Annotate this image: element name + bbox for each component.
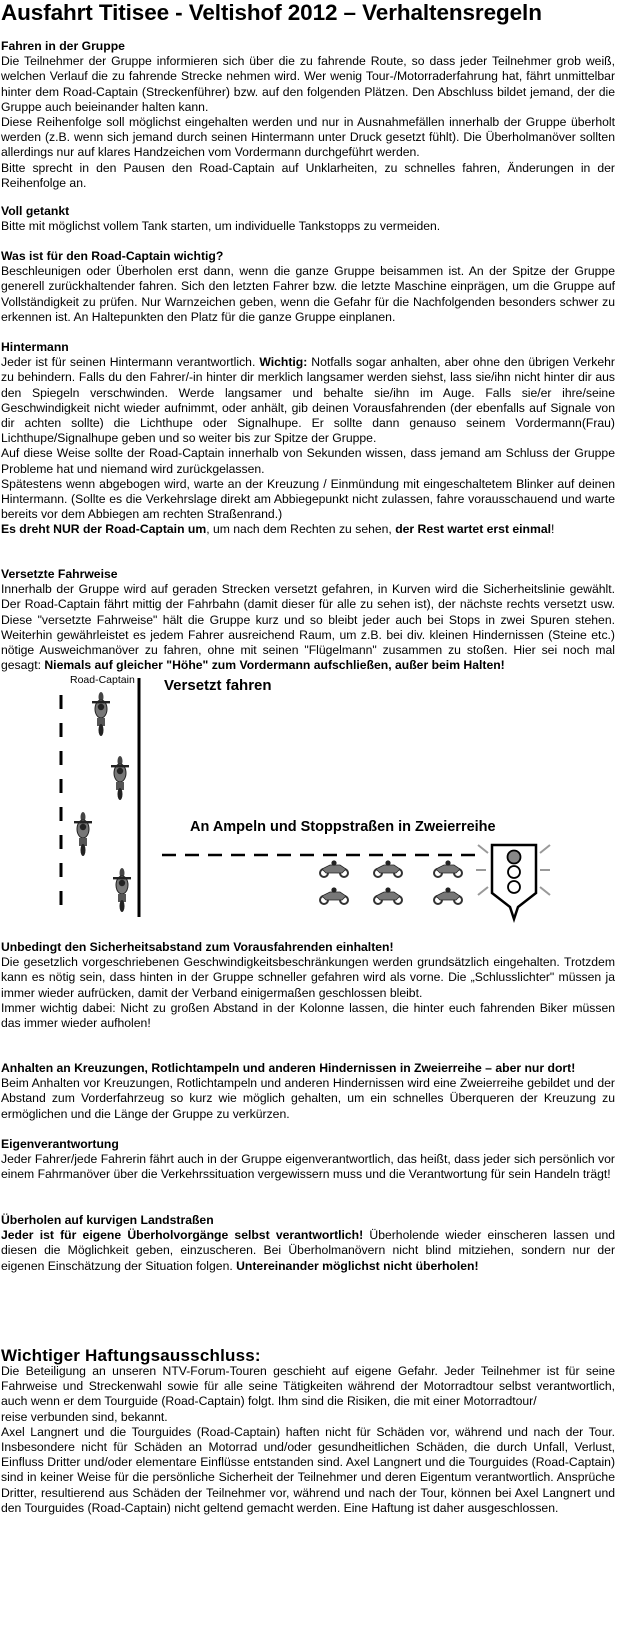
paragraph: Bitte sprecht in den Pausen den Road-Captain auf Unklarheiten, zu schnelles fahren, Änderungen in der Reihenfolge an. [1, 160, 615, 190]
versetzt-label: Versetzt fahren [164, 677, 272, 694]
paragraph: Beschleunigen oder Überholen erst dann, wenn die ganze Gruppe beisammen ist. An der Spitze der Gruppe generell zurückhaltender fahren. Sich den letzten Fahrer bzw. die letzte Maschine einprägen, um die Gruppe auf Vollständigkeit zu prüfen. Nur Warnzeichen geben, wenn die Gefahr für die Nachfolgenden besonders schwer zu erkennen ist. An Haltepunkten den Platz für die ganze Gruppe einplanen. [1, 264, 615, 324]
section-heading: Fahren in der Gruppe [1, 39, 125, 53]
paragraph: Die gesetzlich vorgeschriebenen Geschwindigkeitsbeschränkungen werden grundsätzlich eingehalten. Trotzdem kann es nötig sein, dass hinten in der Gruppe schneller gefahren wird als vorne. Die „Schlusslichter" müssen ja immer wieder aufrücken, damit der Verband einigermaßen geschlossen bleibt. [1, 955, 615, 1000]
paragraph: Auf diese Weise sollte der Road-Captain innerhalb von Sekunden wissen, dass jemand am Schluss der Gruppe Probleme hat und niemand wird zurückgelassen. [1, 446, 615, 476]
section-heading: Hintermann [1, 340, 69, 354]
text-run: , um nach dem Rechten zu sehen, [206, 522, 396, 537]
section-eigen [1, 1137, 615, 1183]
section-ueberholen [1, 1213, 615, 1274]
section-anhalten [1, 1061, 615, 1122]
paragraph [1, 1228, 615, 1274]
motorcycle-icon [374, 887, 402, 904]
section-abstand [1, 940, 615, 1031]
motorcycle-icon [320, 887, 348, 904]
section-gruppe [1, 39, 615, 191]
section-heading: Anhalten an Kreuzungen, Rotlichtampeln und anderen Hindernissen in Zweierreihe – aber nur dort! [1, 1061, 576, 1075]
section-heading: Unbedingt den Sicherheitsabstand zum Vorausfahrenden einhalten! [1, 940, 394, 954]
disclaimer-heading: Wichtiger Haftungsausschluss: [1, 1346, 261, 1365]
section-versetzt [1, 567, 615, 673]
paragraph: Axel Langnert und die Tourguides (Road-Captain) haften nicht für Schäden vor, während und nach der Tour. Insbesondere nicht für Schäden an Motorrad und/oder gesundheitlichen Schäden, die durch Unfall, Verlust, Einfluss Dritter und/oder elementare Einflüsse entstanden sind. Axel Langnert und die Tourguides (Road-Captain) sind in keiner Weise für die persönliche Sicherheit der Teilnehmer und deren Eigentum verantwortlich. Ansprüche Dritter, resultierend aus Schäden der Teilnehmer vor, während und nach der Tour, können bei Axel Langnert und den Tourguides (Road-Captain) nicht geltend gemacht werden. Eine Haftung ist daher ausgeschlossen. [1, 1424, 615, 1515]
text-run-bold: Niemals auf gleicher "Höhe" zum Vordermann aufschließen, außer beim Halten! [44, 658, 505, 673]
motorcycle-icon [74, 812, 92, 856]
section-heading: Voll getankt [1, 204, 70, 218]
section-tank [1, 204, 615, 234]
section-heading: Eigenverantwortung [1, 1137, 119, 1151]
paragraph: Beim Anhalten vor Kreuzungen, Rotlichtampeln und anderen Hindernissen wird eine Zweierreihe gebildet und der Abstand zum Vorderfahrzeug so kurz wie möglich gehalten, um ein schnelles Überqueren der Kreuzung zu ermöglichen und die Länge der Gruppe zu verkürzen. [1, 1076, 615, 1121]
paragraph: Diese Reihenfolge soll möglichst eingehalten werden und nur in Ausnahmefällen innerhalb der Gruppe überholt werden (z.B. wenn sich jemand durch seinen Hintermann unter Druck gesetzt fühlt). Die Überholmanöver sollten allerdings nur auf klares Handzeichen vom Vordermann durchgeführt werden. [1, 115, 615, 160]
section-heading: Was ist für den Road-Captain wichtig? [1, 249, 224, 263]
motorcycle-icon [320, 860, 348, 877]
section-captain [1, 249, 615, 325]
motorcycle-icon [113, 868, 131, 912]
section-heading: Versetzte Fahrweise [1, 567, 118, 581]
page-title: Ausfahrt Titisee - Veltishof 2012 – Verhaltensregeln [1, 0, 542, 25]
paragraph: Die Beteiligung an unseren NTV-Forum-Touren geschieht auf eigene Gefahr. Jeder Teilnehmer ist für seine Fahrweise und Streckenwahl sowie für alle seine Tätigkeiten während der Motorradtour selbst verantwortlich, auch wenn er dem Tourguide (Road-Captain) folgt. Ihm sind die Risiken, die mit einer Motorradtour/ [1, 1364, 615, 1409]
paragraph: Immer wichtig dabei: Nicht zu großen Abstand in der Kolonne lassen, die hinter euch fahrenden Biker müssen das immer wieder aufholen! [1, 1000, 615, 1031]
paragraph: Spätestens wenn abgebogen wird, warte an der Kreuzung / Einmündung mit eingeschaltetem Blinker auf deinen Hintermann. (Sollte es die Verkehrslage direkt am Abbiegepunkt nicht zulassen, fahre vorausschauend und warte bereits vor dem Abbiegen am rechten Straßenrand.) [1, 476, 615, 522]
paragraph [1, 522, 615, 537]
motorcycle-icon [111, 756, 129, 800]
text-run: Jeder ist für seinen Hintermann verantwortlich. [1, 355, 260, 370]
formation-diagram [0, 675, 624, 955]
text-run-bold: der Rest wartet erst einmal [395, 522, 551, 537]
text-run-bold: Wichtig: [259, 355, 308, 370]
road-captain-label: Road-Captain [70, 675, 135, 686]
paragraph: Die Teilnehmer der Gruppe informieren sich über die zu fahrende Route, so dass jeder Teilnehmer grob weiß, welchen Verlauf die zu fahrende Strecke nehmen wird. Wer wenig Tour-/Motorraderfahrung hat, fährt unmittelbar hinter dem Road-Captain (Streckenführer) bzw. auf den folgenden Plätzen. Den Abschluss bildet jemand, der die Gruppe auch beieinander halten kann. [1, 54, 615, 114]
text-run: Innerhalb der Gruppe wird auf geraden Strecken versetzt gefahren, in Kurven wird die Sicherheitslinie gewählt. Der Road-Captain fährt mittig der Fahrbahn (damit dieser für alle zu sehen ist), der nächste rechts versetzt usw. Diese "versetzte Fahrweise" hält die Gruppe kurz und so bleibt jeder auch bei Stops in zwei Spuren stehen. Weiterhin gewährleistet es jedem Fahrer ausreichend Raum, um z.B. bei div. kleinen Hindernissen (Steine etc.) nötige Ausweichmanöver zu fahren, ohne mit seinen "Flügelmann" zusammen zu stoßen. Hier sei noch mal gesagt: [1, 582, 615, 673]
paragraph: reise verbunden sind, bekannt. [1, 1409, 168, 1424]
section-hintermann [1, 340, 615, 538]
paragraph [1, 582, 615, 673]
motorcycle-icon [92, 692, 110, 736]
motorcycle-icon [434, 887, 462, 904]
paragraph: Bitte mit möglichst vollem Tank starten, um individuelle Tankstopps zu vermeiden. [1, 219, 441, 234]
traffic-light-icon [476, 845, 550, 919]
text-run: Notfalls sogar anhalten, aber ohne den übrigen Verkehr zu behindern. Falls du den Fahrer/-in hinter dir merklich langsamer werden siehst, lass sie/ihn nicht hinter dir aus den Spiegeln verschwinden. Werde langsamer und behalte sie/ihn im Auge. Falls sie/er ihre/seine Geschwindigkeit nicht wieder aufnimmt, oder anhält, gib deinen Vorausfahrenden (der ebenfalls auf Signale von dir achten sollte) die Lichthupe oder Signalhupe. Er sollte dann genauso seinem Vordermann(Frau) Lichthupe/Signalhupe geben und so weiter bis zur Spitze der Gruppe. [1, 355, 615, 446]
section-heading: Überholen auf kurvigen Landstraßen [1, 1213, 214, 1227]
motorcycle-icon [374, 860, 402, 877]
paragraph: Jeder Fahrer/jede Fahrerin fährt auch in der Gruppe eigenverantwortlich, das heißt, dass jeder sich persönlich vor einem Fahrmanöver über die Verkehrssituation vergewissern muss und die Verantwortung für sein Handeln trägt! [1, 1152, 615, 1182]
text-run: Überholende wieder einscheren lassen und diesen die Möglichkeit geben, einzuscheren. Bei Überholmanövern nicht blind mitziehen, sondern nur der eigenen Einschätzung der Situation folgen. [1, 1228, 616, 1273]
text-run-bold: Untereinander möglichst nicht überholen! [236, 1258, 479, 1273]
paragraph [1, 355, 615, 446]
section-haftung [1, 1364, 615, 1516]
motorcycle-icon [434, 860, 462, 877]
text-run-bold: Es dreht NUR der Road-Captain um [1, 522, 207, 537]
ampel-label: An Ampeln und Stoppstraßen in Zweierreihe [190, 819, 496, 835]
text-run-bold: Jeder ist für eigene Überholvorgänge selbst verantwortlich! [1, 1228, 364, 1243]
text-run: ! [551, 522, 555, 537]
